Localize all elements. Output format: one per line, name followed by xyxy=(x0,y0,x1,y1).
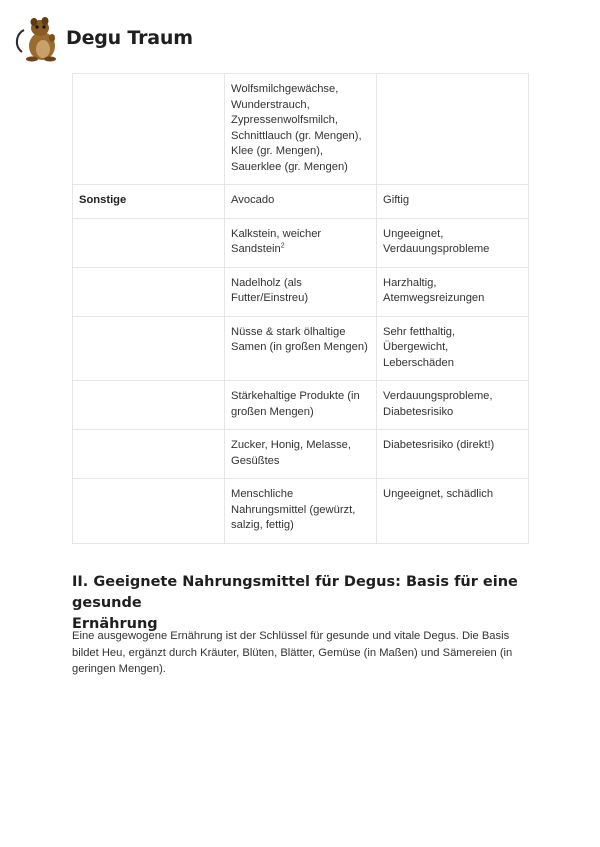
note-cell xyxy=(377,479,529,544)
paragraph-line: bildet Heu, ergänzt durch Kräuter, Blüten, Blätter, Gemüse (in Maßen) und Sämereien (in xyxy=(72,646,513,659)
item-line: Zypressenwolfsmilch, xyxy=(231,114,338,126)
note-line: Ungeeignet, xyxy=(383,227,444,240)
item-line: Schnittlauch (gr. Mengen), xyxy=(231,129,362,142)
note-line: Giftig xyxy=(383,194,410,206)
item-cell xyxy=(225,267,377,316)
note-line: Diabetesrisiko (direkt!) xyxy=(383,439,495,451)
brand-name: Degu Traum xyxy=(66,27,193,49)
degu-logo-icon xyxy=(12,12,64,64)
food-table-body xyxy=(73,74,529,544)
item-line: Nahrungsmittel (gewürzt, xyxy=(231,503,356,516)
item-cell xyxy=(225,316,377,381)
paragraph-line: geringen Mengen). xyxy=(72,663,166,675)
item-cell xyxy=(225,479,377,544)
food-table xyxy=(72,73,529,544)
paragraph-line: Eine ausgewogene Ernährung ist der Schlüssel für gesunde und vitale Degus. Die Basis xyxy=(72,630,510,642)
table-row xyxy=(73,267,529,316)
page-header xyxy=(12,10,193,66)
category-cell xyxy=(73,74,225,185)
category-cell xyxy=(73,316,225,381)
category-cell xyxy=(73,430,225,479)
note-line: Verdauungsprobleme, xyxy=(383,390,493,402)
note-line: Harzhaltig, xyxy=(383,276,437,289)
table-row xyxy=(73,430,529,479)
note-line: Leberschäden xyxy=(383,356,454,369)
item-line: Stärkehaltige Produkte (in xyxy=(231,390,360,402)
section-heading xyxy=(72,572,532,635)
item-line: Sauerklee (gr. Mengen) xyxy=(231,160,348,173)
item-line: Nüsse & stark ölhaltige xyxy=(231,325,346,338)
item-line: Nadelholz (als xyxy=(231,276,302,289)
note-line: Atemwegsreizungen xyxy=(383,292,485,304)
item-cell xyxy=(225,74,377,185)
item-cell xyxy=(225,185,377,219)
item-cell xyxy=(225,381,377,430)
footnote-marker: 2 xyxy=(280,242,285,250)
item-line: Samen (in großen Mengen) xyxy=(231,341,368,353)
item-line: Wolfsmilchgewächse, xyxy=(231,83,339,95)
note-cell xyxy=(377,430,529,479)
category-cell xyxy=(73,267,225,316)
note-line: Ungeeignet, schädlich xyxy=(383,488,494,500)
item-cell xyxy=(225,218,377,267)
item-line: Gesüßtes xyxy=(231,454,280,467)
note-cell xyxy=(377,185,529,219)
note-cell xyxy=(377,267,529,316)
item-cell xyxy=(225,430,377,479)
category-cell xyxy=(73,381,225,430)
note-line: Verdauungsprobleme xyxy=(383,243,490,255)
item-line: Zucker, Honig, Melasse, xyxy=(231,439,352,451)
note-cell xyxy=(377,218,529,267)
note-cell xyxy=(377,74,529,185)
note-cell xyxy=(377,316,529,381)
item-line: Klee (gr. Mengen), xyxy=(231,145,324,157)
category-cell xyxy=(73,479,225,544)
item-line: Futter/Einstreu) xyxy=(231,292,309,304)
section-heading-line: Ernährung xyxy=(72,616,158,632)
table-row xyxy=(73,479,529,544)
category-cell: Sonstige xyxy=(73,185,225,219)
section-paragraph xyxy=(72,628,532,678)
note-line: Übergewicht, xyxy=(383,341,449,353)
item-line: großen Mengen) xyxy=(231,405,314,418)
item-line: Menschliche xyxy=(231,488,294,500)
item-line: Avocado xyxy=(231,194,275,206)
note-cell xyxy=(377,381,529,430)
item-line: salzig, fettig) xyxy=(231,519,294,531)
item-line: Sandstein xyxy=(231,243,281,255)
note-line: Diabetesrisiko xyxy=(383,405,454,418)
note-line: Sehr fetthaltig, xyxy=(383,325,456,338)
table-row xyxy=(73,381,529,430)
category-cell xyxy=(73,218,225,267)
item-line: Kalkstein, weicher xyxy=(231,227,322,240)
table-row xyxy=(73,74,529,185)
section-heading-line: II. Geeignete Nahrungsmittel für Degus: Basis für eine gesunde xyxy=(72,574,518,611)
item-line: Wunderstrauch, xyxy=(231,98,310,111)
table-row xyxy=(73,185,529,219)
table-row xyxy=(73,316,529,381)
table-row xyxy=(73,218,529,267)
